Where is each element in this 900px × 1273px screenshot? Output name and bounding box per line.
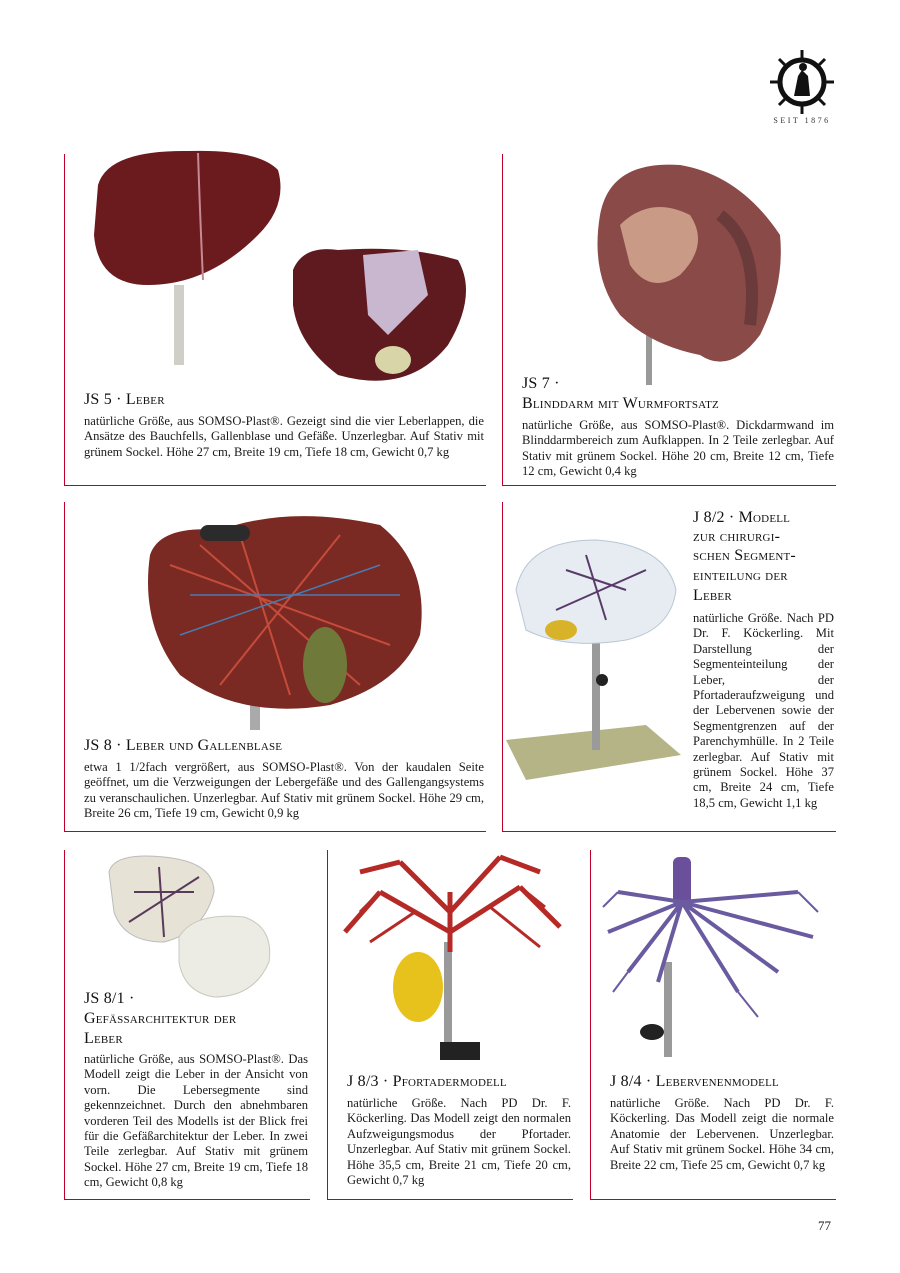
liver-model-image (88, 145, 478, 385)
product-title-j82-line1: J 8/2 · Modell (693, 509, 791, 526)
product-title-j82-line4: einteilung der (693, 567, 788, 584)
product-title-j82-line5: Leber (693, 587, 732, 604)
product-title-js7-line2: Blinddarm mit Wurmfortsatz (522, 395, 719, 412)
product-title-j83: J 8/3 · Pfortadermodell (347, 1073, 507, 1090)
product-desc-j82: natürliche Größe. Nach PD Dr. F. Köckerling. Mit Darstellung der Segmenteinteilung der Leber, der Pfortaderaufzweigung und der Lebervenen sowie der Segmentgrenzen auf der Parenchymhülle. In 2 Teile zerlegbar. Auf Stativ mit grünem Sockel. Höhe 37 cm, Breite 24 cm, Tiefe 18,5 cm, Gewicht 1,1 kg (693, 611, 834, 810)
page-number: 77 (818, 1218, 831, 1233)
product-desc-js8: etwa 1 1/2fach vergrößert, aus SOMSO-Plast®. Von der kaudalen Seite geöffnet, um die Verzweigungen der Lebergefäße und des Gallengangsystems zu veranschaulichen. Unzerlegbar. Auf Stativ mit grünem Sockel. Höhe 29 cm, Breite 26 cm, Tiefe 19 cm, Gewicht 0,9 kg (84, 760, 484, 821)
hepatic-vein-model-image (598, 852, 823, 1062)
product-desc-js5: natürliche Größe, aus SOMSO-Plast®. Gezeigt sind die vier Leberlappen, die Ansätze des Bauchfells, Gallenblase und Gefäße. Unzerlegbar. Auf Stativ mit grünem Sockel. Höhe 27 cm, Breite 19 cm, Tiefe 18 cm, Gewicht 0,7 kg (84, 414, 484, 459)
product-desc-j84: natürliche Größe. Nach PD Dr. F. Köckerling. Das Modell zeigt die normale Anatomie der Lebervenen. Unzerlegbar. Auf Stativ mit grünem Sockel. Höhe 34 cm, Breite 22 cm, Tiefe 25 cm, Gewicht 0,7 kg (610, 1096, 834, 1172)
product-title-j82-line3: schen Segment- (693, 547, 796, 564)
product-desc-js81: natürliche Größe, aus SOMSO-Plast®. Das Modell zeigt die Leber in der Ansicht von vorn. Die Lebersegmente sind gekennzeichnet. Durch den abnehmbaren vorderen Teil des Modells ist der Blick frei für die Gefäßarchitektur der Leber. In zwei Teile zerlegbar. Auf Stativ mit grünem Sockel. Höhe 27 cm, Breite 19 cm, Tiefe 18 cm, Gewicht 0,8 kg (84, 1052, 308, 1190)
product-title-js81-line1: JS 8/1 · (84, 990, 135, 1007)
product-desc-j83: natürliche Größe. Nach PD Dr. F. Köckerling. Das Modell zeigt den normalen Aufzweigungsmodus der Pfortader. Unzerlegbar. Auf Stativ mit grünem Sockel. Höhe 35,5 cm, Breite 21 cm, Tiefe 20 cm, Gewicht 0,7 kg (347, 1096, 571, 1188)
product-title-js81-line2: Gefässarchitektur der (84, 1010, 237, 1027)
product-title-js7-line1: JS 7 · (522, 375, 560, 392)
vessel-architecture-model-image (104, 852, 279, 1002)
product-title-j84: J 8/4 · Lebervenenmodell (610, 1073, 779, 1090)
liver-gallbladder-model-image (140, 505, 430, 730)
portal-vein-model-image (340, 852, 565, 1062)
product-title-js5: JS 5 · Leber (84, 391, 165, 408)
product-title-js8: JS 8 · Leber und Gallenblase (84, 737, 283, 754)
product-title-js81-line3: Leber (84, 1030, 123, 1047)
appendix-model-image (590, 155, 790, 385)
logo-since: SEIT 1876 (773, 116, 831, 125)
product-title-j82-line2: zur chirurgi- (693, 528, 781, 545)
segment-model-image (506, 530, 686, 785)
product-desc-js7: natürliche Größe, aus SOMSO-Plast®. Dickdarmwand im Blinddarmbereich zum Aufklappen. In 2 Teile zerlegbar. Auf Stativ mit grünem Sockel. Höhe 20 cm, Breite 12 cm, Tiefe 12 cm, Gewicht 0,4 kg (522, 418, 834, 479)
